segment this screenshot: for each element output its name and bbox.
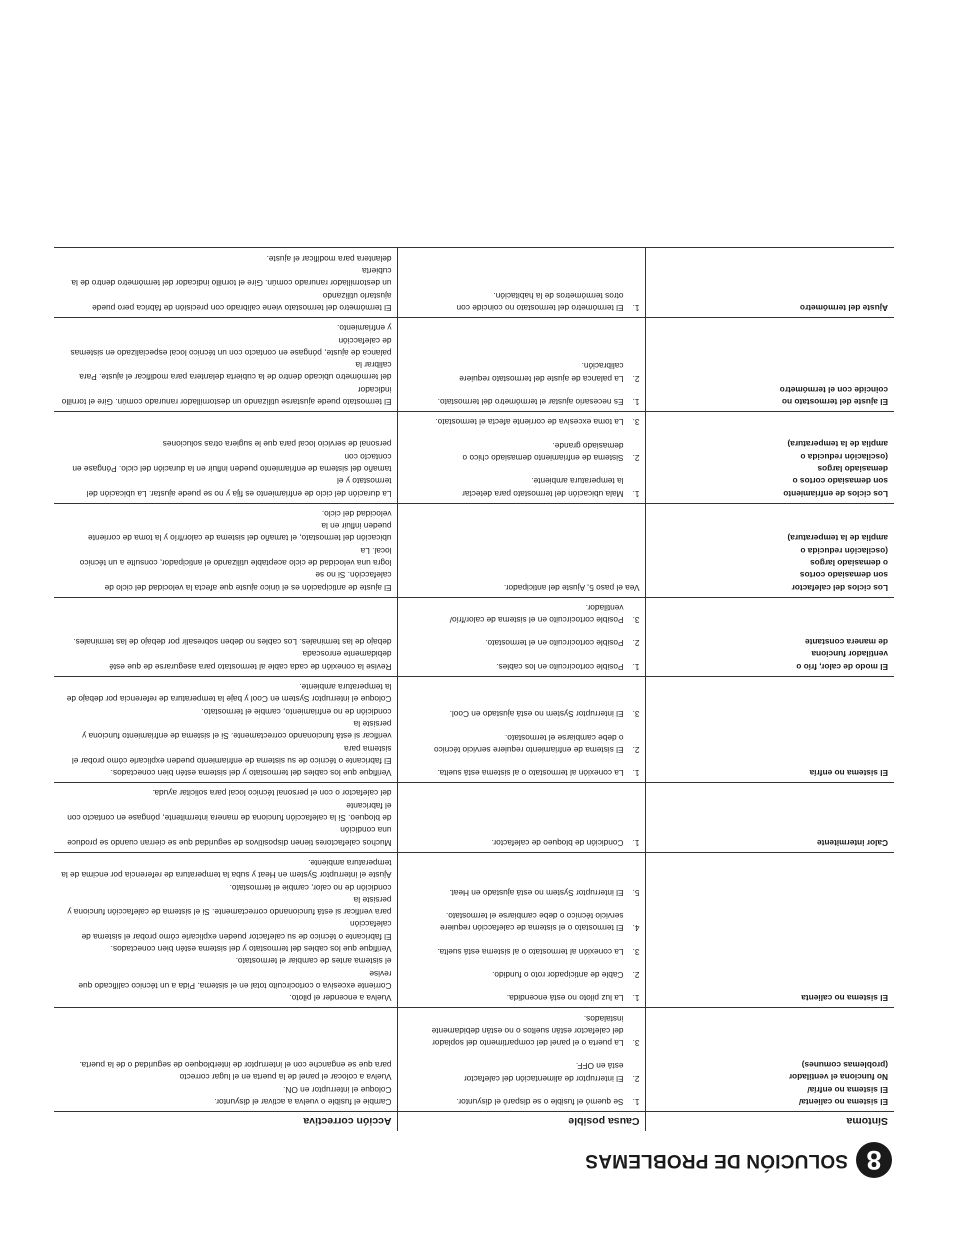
cause-item [405,439,640,451]
cause-text: La luz piloto no está encendida. [506,993,624,1004]
cause-item [405,602,640,614]
action-line: para que se enganche con el interruptor de interbloqueo de seguridad o de la puerta. [79,1060,392,1071]
action-line: La duración del ciclo de enfriamiento es fija y no se puede ajustar. La ubicación del termostato y el [86,476,392,499]
symptom-line: El sistema no enfría/ [807,1084,888,1095]
cause-number [624,1025,640,1037]
cause-text: Posible cortocircuito en el termostato. [485,638,624,649]
symptom-line: El sistema no calienta [801,993,888,1004]
spacer [405,1085,640,1096]
cause-text: Mala ubicación del termostato para detectar [462,488,624,499]
cause-text: calibración. [581,361,624,372]
symptom-cell [646,852,894,1008]
table-header-row [54,1112,894,1132]
cause-number: 1. [632,661,640,672]
action-line: palanca de ajuste, póngase en contacto con un técnico local especializado en sistemas de calefacción [70,335,392,358]
cause-number [624,1012,640,1024]
cause-item [405,396,640,408]
symptom-cell [646,248,894,317]
table-row [54,503,894,597]
symptom-line: (oscilación reducida o [800,451,888,462]
cause-text: Posible cortocircuito en el sistema de calor/frío/ [449,615,624,626]
cause-item [405,661,640,673]
action-line: El fabricante o técnico de su calefactor pueden explicarle cómo probar el sistema de calefacción [81,919,392,942]
cause-text: otros termómetros de la habitación. [493,290,624,301]
action-line: el sistema antes de cambiar el termostato. [235,956,392,967]
action-line: Verifique que los cables del termostato y del sistema estén bien conectados. [110,768,392,779]
action-cell [54,248,398,317]
column-header-symptom: Síntoma [646,1112,894,1132]
action-cell [54,503,398,597]
cause-text: Condición de bloqueo de calefactor. [491,837,624,848]
cause-item [405,1072,640,1084]
symptom-cell [646,412,894,503]
cause-text: ventilador. [585,602,624,613]
table-body [54,248,894,1112]
symptom-line: o demasiado largos [810,558,888,569]
action-cell [54,676,398,782]
table-row [54,852,894,1008]
section-header [585,1140,892,1180]
cause-text: El interruptor de alimentación del calefactor [463,1073,624,1084]
action-line: logra una velocidad de ciclo aceptable utilizando el anticipador, consulte a un técnico local. La [79,545,392,569]
section-title: SOLUCIÓN DE PROBLEMAS [585,1150,848,1171]
symptom-line: coincide con el termómetro [779,384,888,395]
cause-item [405,992,640,1004]
cause-item [405,1060,640,1072]
cause-text: Cable de anticipador roto o fundido. [492,969,624,980]
cause-number: 3. [632,417,640,428]
symptom-cell [646,676,894,782]
cause-item [405,708,640,720]
cause-text: El interruptor System no está ajustado en Heat. [449,887,624,898]
cause-text: Posible cortocircuito en los cables. [496,661,624,672]
section-number-badge: 8 [856,1142,892,1178]
symptom-line: demasiado largos [817,463,888,474]
action-line: velocidad del ciclo. [321,508,392,519]
cause-number: 5. [632,887,640,898]
cause-cell [398,676,646,782]
cause-cell [398,503,646,597]
symptom-line: No funciona el ventilador [788,1072,888,1083]
action-line: condición de no enfriamiento, cambie el termostato. [201,706,392,717]
action-line: Coloque el interruptor System en Cool y baje la temperatura de referencia por debajo de [66,694,392,705]
cause-text: la temperatura ambiente. [531,476,624,487]
cause-number: 2. [632,638,640,649]
action-line: del termómetro ubicado dentro de la cubierta delantera para modificar el ajuste. Para calibrar la [79,360,392,383]
cause-item [405,836,640,848]
action-line: ubicación del termostato, el tamaño del sistema de calor/frío y la toma de corriente pueden influir en la [88,521,392,544]
action-line: condición de no calor, cambie el termostato. [229,882,392,893]
cause-number: 1. [632,397,640,408]
cause-item [405,637,640,649]
cause-number: 4. [632,923,640,934]
symptom-cell [646,597,894,676]
cause-number: 2. [632,373,640,384]
cause-number: 2. [632,969,640,980]
action-line: delantera para modificar el ajuste. [266,253,392,264]
spacer [405,899,640,910]
spacer [405,650,640,661]
cause-text: La conexión al termostato o al sistema está suelta. [437,768,624,779]
symptom-line: son demasiado cortos [799,570,888,581]
spacer [405,626,640,637]
spacer [405,720,640,731]
action-line: para verificar si está funcionando correctamente. Si el sistema de calefacción funciona y persiste la [67,894,392,918]
action-line: Muchos calefactores tienen dispositivos de seguridad que se cierran cuando se produce una condición [67,825,392,848]
cause-item [405,416,640,428]
cause-item [405,1012,640,1024]
cause-text: El termómetro del termostato no coincide con [456,302,624,313]
cause-number [624,289,640,301]
cause-item [405,289,640,301]
symptom-line: de manera constante [805,637,888,648]
cause-item [405,910,640,922]
action-line: Corriente excesiva o cortocircuito total en el sistema. Pida a un técnico calificado que revise [78,968,392,991]
table-row [54,783,894,852]
symptom-line: son demasiado cortos o [792,476,888,487]
action-line: El termómetro del termostato viene calibrado con precisión de fábrica pero puede ajustarlo utilizando [92,290,392,313]
symptom-cell [646,503,894,597]
cause-item [405,969,640,981]
action-line: un destornillador ranurado común. Gire el tornillo indicador del termómetro dentro de la cubierta [71,266,392,289]
symptom-line: Calor intermitente [817,837,888,848]
cause-item [405,1037,640,1049]
action-line: El termostato puede ajustarse utilizando un destornillador ranurado común. Gire el tornillo indicador [61,384,392,408]
symptom-line: El sistema no enfría [809,768,888,779]
cause-number [624,910,640,922]
cause-item [405,475,640,487]
cause-item [405,922,640,934]
cause-item [405,1096,640,1108]
action-cell [54,597,398,676]
table-row [54,676,894,782]
cause-text: está en OFF. [576,1061,624,1072]
symptom-line: (problemas comunes) [801,1060,888,1071]
spacer [405,464,640,475]
cause-text: El interruptor System no está ajustado en Cool. [449,709,624,720]
action-line: temperatura ambiente. [308,857,392,868]
spacer [405,958,640,969]
cause-item [405,945,640,957]
cause-text: Es necesario ajustar el termómetro del termostato. [437,397,624,408]
action-line: personal de servicio local para que le sugiera otras soluciones [162,439,392,450]
troubleshooting-table [54,247,894,1131]
cause-item [405,581,640,593]
cause-cell [398,1008,646,1112]
action-line: El ajuste de anticipación es el único ajuste que afecta la velocidad del ciclo de calefacción. Si no se [104,570,392,593]
cause-item [405,1025,640,1037]
action-line: Vuelva a encender el piloto. [289,993,392,1004]
cause-item [405,744,640,756]
cause-number: 3. [632,615,640,626]
cause-number [624,475,640,487]
cause-text: servicio técnico o debe cambiarse el termostato. [445,911,624,922]
cause-number: 2. [632,744,640,755]
cause-number: 1. [632,768,640,779]
cause-text: instalados. [583,1013,624,1024]
table-row [54,412,894,503]
spacer [405,756,640,767]
symptom-line: amplia de la temperatura) [787,439,888,450]
cause-text: demasiado grande. [552,440,624,451]
cause-item [405,614,640,626]
cause-number: 3. [632,1038,640,1049]
cause-number [624,1060,640,1072]
cause-cell [398,597,646,676]
cause-number: 1. [632,1097,640,1107]
symptom-line: (oscilación reducida o [800,545,888,556]
cause-item [405,372,640,384]
cause-text: o debe cambiarse el termostato. [504,732,624,743]
cause-text: El sistema de enfriamiento requiere servicio técnico [433,744,624,755]
symptom-cell [646,317,894,411]
column-header-action: Acción correctiva [54,1112,398,1132]
action-line: tamaño del sistema de enfriamiento pueden influir en la duración del ciclo. Póngase en contacto con [72,451,392,474]
cause-cell [398,783,646,852]
cause-cell [398,412,646,503]
action-line: El fabricante o técnico de su sistema de enfriamiento pueden explicarle cómo probar el sistema para [71,743,392,766]
cause-item [405,360,640,372]
symptom-line: Los ciclos de enfriamiento [783,488,888,499]
cause-text: La conexión al termostato o al sistema está suelta. [437,946,624,957]
symptom-line: El ajuste del termostato no [781,397,888,408]
cause-text: del calefactor están sueltos o no están debidamente [431,1025,624,1036]
cause-item [405,731,640,743]
cause-item [405,452,640,464]
cause-text: El termostato o el sistema de calefacción requiere [439,923,624,934]
spacer [405,934,640,945]
action-line: la temperatura ambiente. [299,682,392,693]
cause-number [624,360,640,372]
symptom-line: amplia de la temperatura) [787,533,888,544]
cause-item [405,487,640,499]
action-line: Cambie el fusible o vuelva a activar el disyuntor. [214,1097,392,1107]
table-row [54,1008,894,1112]
cause-number: 2. [632,452,640,463]
cause-number: 1. [632,993,640,1004]
cause-text: La toma excesiva de corriente afecta el termostato. [435,417,624,428]
cause-item [405,767,640,779]
cause-cell [398,317,646,411]
action-cell [54,412,398,503]
spacer [405,981,640,992]
cause-number: 1. [632,837,640,848]
symptom-cell [646,1008,894,1112]
action-line: Verifique que los cables del termostato y del sistema estén bien conectados. [110,944,392,955]
cause-item [405,886,640,898]
action-cell [54,852,398,1008]
troubleshooting-table-container [54,247,894,1131]
action-line: debajo de las terminales. Los cables no deben sobresalir por debajo de las terminales. [73,637,392,648]
cause-item [405,302,640,314]
cause-text: Se quemó el fusible o se disparó el disyuntor. [456,1097,624,1107]
symptom-cell [646,783,894,852]
spacer [405,428,640,439]
action-cell [54,1008,398,1112]
action-cell [54,783,398,852]
table-row [54,317,894,411]
symptom-line: ventilador funciona [811,649,888,660]
cause-text: Vea el paso 5, Ajuste del anticipador. [503,582,640,593]
cause-number: 2. [632,1073,640,1084]
cause-number: 3. [632,709,640,720]
spacer [405,1049,640,1060]
cause-text: La puerta o el panel del compartimento del soplador [432,1038,624,1049]
action-line: Ajuste el interruptor System en Heat y suba la temperatura de referencia por encima de la [61,870,392,881]
action-cell [54,317,398,411]
symptom-line: Ajuste del termómetro [799,302,888,313]
cause-text: Sistema de enfriamiento demasiado chico o [462,452,624,463]
action-line: verificar si está funcionando correctamente. Si el sistema de enfriamiento funciona y persiste la [82,718,392,742]
action-line: y enfriamiento. [337,323,392,334]
cause-cell [398,248,646,317]
column-header-cause: Causa posible [398,1112,646,1132]
action-line: del calefactor o con el personal técnico local para solicitar ayuda. [152,788,392,799]
cause-number: 1. [632,488,640,499]
symptom-line: El sistema no calienta/ [799,1097,888,1107]
spacer [405,385,640,396]
cause-number [624,602,640,614]
table-row [54,248,894,317]
action-line: Revise la conexión de cada cable al termostato para asegurarse de que esté debidamente enroscada [109,649,392,672]
action-line: Coloque el interruptor en ON. [283,1084,392,1095]
action-line: de bloqueo. Si la calefacción funciona de manera intermitente, póngase en contacto con el fabricante [67,800,392,824]
cause-number [624,731,640,743]
cause-number: 3. [632,946,640,957]
cause-number: 1. [632,302,640,313]
symptom-line: Los ciclos del calefactor [791,582,888,593]
cause-text: La palanca de ajuste del termostato requiere [459,373,624,384]
cause-cell [398,852,646,1008]
action-line: Vuelva a colocar el panel de la puerta en el lugar correcto [179,1072,392,1083]
symptom-line: El modo de calor, frío o [796,661,888,672]
cause-number [624,439,640,451]
table-row [54,597,894,676]
